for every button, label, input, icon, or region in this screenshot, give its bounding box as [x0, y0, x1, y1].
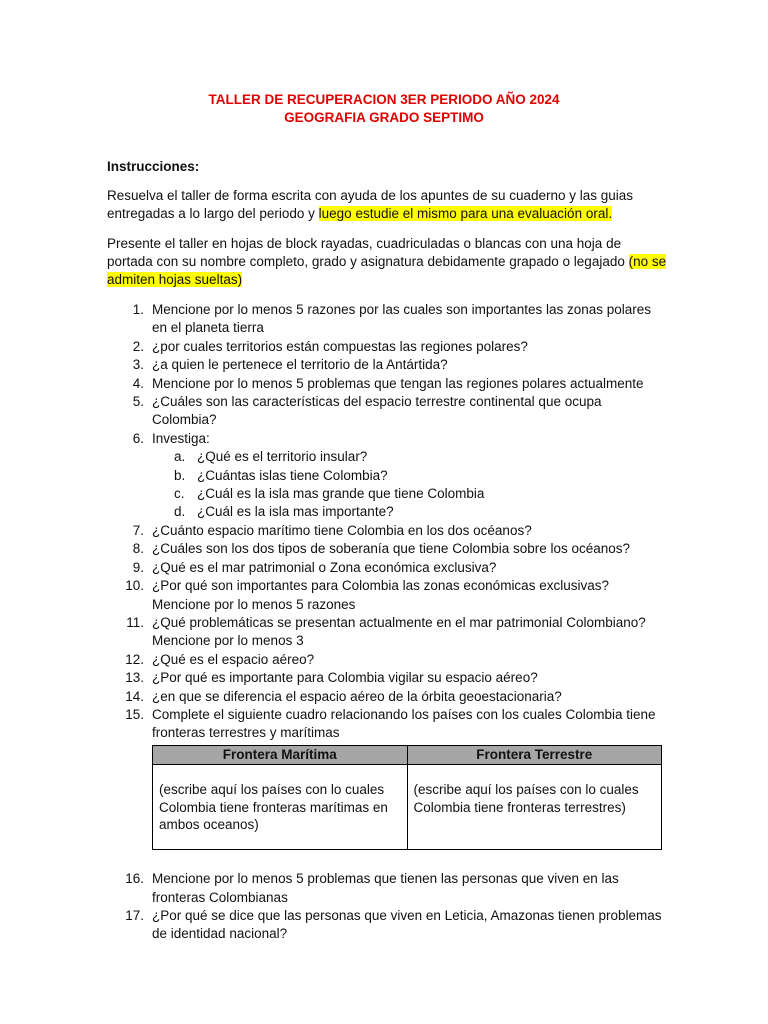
question-text: ¿Cuáles son las características del espacio terrestre continental que ocupa Colombia? [152, 394, 602, 428]
subquestion-item [107, 503, 667, 521]
paragraph-text: Resuelva el taller de forma escrita con ayuda de los apuntes de su cuaderno y las guias entregadas a lo largo del periodo y [107, 188, 634, 221]
question-item [107, 669, 667, 687]
question-item [107, 430, 667, 448]
question-number: 14. [125, 688, 144, 704]
question-item [107, 907, 667, 944]
subquestion-text: ¿Cuál es la isla mas importante? [197, 504, 394, 520]
question-number: 9. [132, 559, 144, 575]
table-header-row [153, 745, 662, 764]
question-item [107, 301, 667, 338]
question-item [107, 338, 667, 356]
document-subtitle: GEOGRAFIA GRADO SEPTIMO [284, 110, 484, 125]
question-item [107, 393, 667, 430]
question-text: Complete el siguiente cuadro relacionando los países con los cuales Colombia tiene fronteras terrestres y marítimas [152, 706, 656, 741]
question-number: 2. [132, 338, 144, 354]
highlighted-text: (no se admiten hojas sueltas) [107, 254, 667, 287]
highlighted-text: luego estudie el mismo para una evaluación oral. [318, 206, 613, 221]
question-text: Investiga: [152, 430, 210, 446]
questions-list [107, 301, 667, 944]
subquestion-item [107, 485, 667, 503]
question-item [107, 356, 667, 374]
question-text: ¿por cuales territorios están compuestas las regiones polares? [152, 338, 528, 354]
question-number: 10. [125, 578, 144, 594]
question-number: 3. [132, 357, 144, 373]
header-maritime: Frontera Marítima [153, 745, 408, 764]
question-number: 1. [132, 302, 144, 317]
question-number: 17. [125, 907, 144, 923]
question-number: 6. [132, 430, 144, 446]
subquestion-letter: b. [174, 467, 186, 483]
question-text: ¿a quien le pertenece el territorio de la Antártida? [152, 357, 448, 373]
question-item [107, 540, 667, 558]
question-text: ¿Cuánto espacio marítimo tiene Colombia en los dos océanos? [152, 522, 532, 538]
question-item [107, 577, 667, 614]
question-item [107, 706, 667, 850]
cell-maritime: (escribe aquí los países con lo cuales Colombia tiene fronteras marítimas en ambos oceanos) [153, 765, 408, 850]
question-text: Mencione por lo menos 5 problemas que tienen las personas que viven en las fronteras Colombianas [152, 871, 619, 905]
question-item [107, 614, 667, 651]
question-number: 13. [125, 670, 144, 686]
question-text: ¿Por qué son importantes para Colombia las zonas económicas exclusivas? Mencione por lo menos 5 razones [152, 578, 609, 612]
subquestion-letter: a. [174, 449, 186, 465]
question-item [107, 375, 667, 393]
question-number: 11. [126, 614, 144, 630]
subquestion-text: ¿Cuántas islas tiene Colombia? [197, 467, 388, 483]
question-number: 16. [125, 871, 144, 887]
question-text: ¿Por qué se dice que las personas que viven en Leticia, Amazonas tienen problemas de identidad nacional? [152, 907, 662, 942]
question-item [107, 522, 667, 540]
subquestion-item [107, 467, 667, 485]
subquestions-container [107, 448, 667, 522]
subquestion-letter: c. [174, 486, 185, 502]
question-number: 12. [125, 651, 144, 667]
question-text: Mencione por lo menos 5 razones por las cuales son importantes las zonas polares en el planeta tierra [152, 302, 652, 336]
subquestions-list [107, 448, 667, 522]
question-item [107, 688, 667, 706]
cell-terrestrial: (escribe aquí los países con lo cuales Colombia tiene fronteras terrestres) [407, 765, 662, 850]
instructions-heading: Instrucciones: [107, 159, 200, 174]
question-number: 4. [132, 375, 144, 391]
instructions-paragraph-1 [107, 187, 667, 223]
question-text: ¿Qué es el mar patrimonial o Zona económica exclusiva? [152, 559, 497, 575]
instructions-paragraph-2 [107, 235, 667, 289]
question-item [107, 651, 667, 669]
question-text: ¿en que se diferencia el espacio aéreo de la órbita geoestacionaria? [152, 688, 562, 704]
paragraph-text: Presente el taller en hojas de block rayadas, cuadriculadas o blancas con una hoja de portada con su nombre completo, grado y asignatura debidamente grapado o legajado [107, 236, 629, 269]
document-title: TALLER DE RECUPERACION 3ER PERIODO AÑO 2024 [208, 92, 560, 107]
question-number: 15. [125, 706, 144, 722]
question-number: 5. [132, 394, 144, 410]
question-number: 7. [132, 522, 144, 538]
subquestion-text: ¿Cuál es la isla mas grande que tiene Colombia [197, 486, 485, 502]
question-item [107, 559, 667, 577]
borders-table [152, 745, 662, 850]
subquestion-text: ¿Qué es el territorio insular? [197, 449, 368, 465]
subquestion-letter: d. [174, 504, 186, 520]
subquestion-item [107, 448, 667, 466]
question-number: 8. [132, 541, 144, 557]
table-row [153, 765, 662, 850]
question-text: ¿Cuáles son los dos tipos de soberanía que tiene Colombia sobre los océanos? [152, 541, 631, 557]
question-text: Mencione por lo menos 5 problemas que tengan las regiones polares actualmente [152, 375, 644, 391]
question-text: ¿Qué es el espacio aéreo? [152, 651, 315, 667]
question-text: ¿Por qué es importante para Colombia vigilar su espacio aéreo? [152, 670, 538, 686]
question-item [107, 870, 667, 907]
header-terrestrial: Frontera Terrestre [407, 745, 662, 764]
question-text: ¿Qué problemáticas se presentan actualmente en el mar patrimonial Colombiano? Mencione por lo menos 3 [152, 614, 646, 649]
